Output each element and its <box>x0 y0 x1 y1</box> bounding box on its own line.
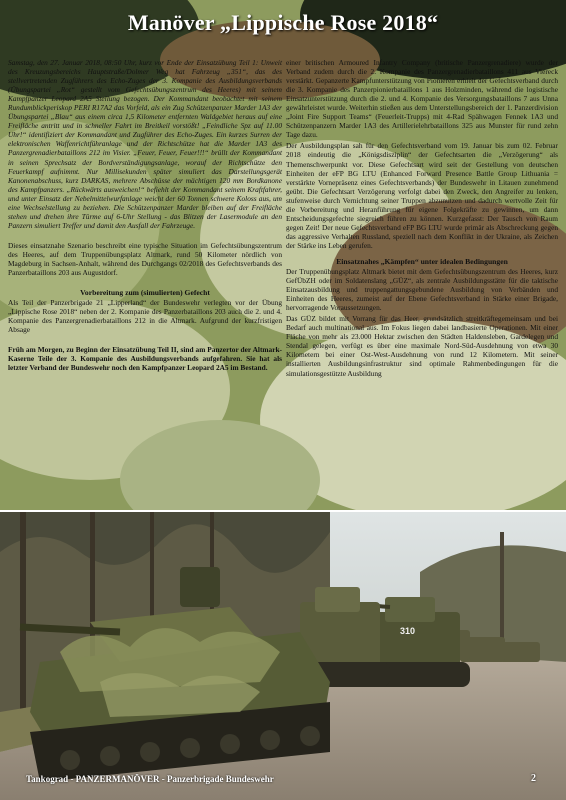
turret-number: 310 <box>400 626 416 636</box>
section-heading: Einsatznahes „Kämpfen“ unter idealen Bedingungen <box>336 256 508 266</box>
paragraph: Als Teil der Panzerbrigade 21 „Lipperland“ der Bundeswehr verlegten vor der Übung „Lippische Rose 2018“ neben der 2. Kompanie des Panzerbataillons 203 auch die 2. und 4. Kompanie des Panzergrenadierbataillons 212 in die Altmark. Aufgrund der kurzfristigen Absage <box>8 298 282 335</box>
paragraph: Der Truppenübungsplatz Altmark bietet mit dem Gefechtsübungszentrum des Heeres, kurz GefÜbZH oder im Soldatenslang „GÜZ“, als zentrale Ausbildungsstätte für die taktische Einsatzausbildung und truppengattungsgebundene Ausbildung von Verbänden und Einheiten des Heeres, zumeist auf der Ebene Gefechtsverband in Stärke einer Brigade, hervorragende Voraussetzungen. <box>286 266 558 313</box>
paragraph: einer britischen Armoured Infantry Company (britische Panzergrenadiere) wurde der Verband zudem durch die 2. Kompanie des Panzergrenadierbataillons 411 aus Viereck verstärkt. Gepanzerte Kampfunterstützung von Pionieren erhielt der Gefechtsverband durch die 3. Kompanie des Panzerpionierbataillons 1 aus Holzminden, während die logistische Einsatzunterstützung durch die 2. und 4. Kompanie des Versorgungsbataillons 7 aus Unna gewährleistet wurde. Weiterhin stießen aus dem Unterstellungsbereich der 1. Panzerdivision „Joint Fire Support Teams“ (Feuerleit-Trupps) mit 4-Rad Spähwagen Fennek 1A3 und Schützenpanzern Marder 1A3 des Artillerielehrbataillons 325 aus Munster für rund zehn Tage dazu. <box>286 58 558 140</box>
left-column <box>8 58 282 374</box>
footer-text: Tankograd - PANZERMANÖVER - Panzerbrigade Bundeswehr <box>26 774 274 784</box>
paragraph: Der Ausbildungsplan sah für den Gefechtsverband vom 19. Januar bis zum 02. Februar 2018 eindeutig die „Königsdisziplin“ der Gefechtsarten die „Verzögerung“ als Themenschwerpunkt vor. Diese Gefechtsart wird seit der Gestellung von deutschen Einheiten der eFP BG LTU (Enhanced Forward Presence Battle Group Lithuania = verstärkte Vornepräsenz eines Gefechtsverbands) der Bundeswehr in Litauen zunehmend geübt. Die Gefechtsart Verzögerung verfolgt dabei den Zweck, den Angreifer zu lenken, stufenweise durch Vernichtung seiner Truppen abzunutzen und dadurch wertvolle Zeit für die Vorbereitung und Heranführung für eigene Folgekräfte zu gewinnen, um dann Entscheidungsgefechte siegreich führen zu können. Kurzgefasst: Der Tausch von Raum gegen Zeit! Der neue Gefechtsverband eFP BG LTU wurde primär als Abschreckung gegen das aggressive Verhalten Russland, speziell nach dem Konflikt in der Ukraine, als Zeichen der Stärke ins Leben gerufen. <box>286 141 558 250</box>
section-heading: Vorbereitung zum (simulierten) Gefecht <box>80 288 210 298</box>
paragraph: Das GÜZ bildet mit Vorrang für das Heer, grundsätzlich streitkräftegemeinsam und bei Bedarf auch multinational aus. Im Fokus liegen dabei landbasierte Operationen. Mit einer Fläche von mehr als 23.000 Hektar zwischen den Städten Haldensleben, Gardelegen und Stendal gelegen, verfügt es über eine maximale Nord-Süd-Ausdehnung von etwa 30 Kilometern bei einer Ost-West-Ausdehnung von rund 12 Kilometern. Mit seiner installierten Ausbildungsinfrastruktur sind optimale Rahmenbedingungen für die simulationsgestützte Ausbildung <box>286 314 558 378</box>
photo-caption: Früh am Morgen, zu Beginn der Einsatzübung Teil II, sind am Panzertor der Altmark-Kaserne Teile der 3. Kompanie des Ausbildungsverbands aufgefahren. Sie hat als letzter Verband der Bundeswehr noch den Kampfpanzer Leopard 2A5 im Bestand. <box>8 345 282 373</box>
tank-photo-illustration <box>0 512 566 800</box>
tank-column-photo <box>0 512 566 800</box>
paragraph: Dieses einsatznahe Szenario beschreibt eine typische Situation im Gefechtsübungszentrum des Heeres, auf dem Truppenübungsplatz Altmark, rund 50 Kilometer nördlich von Magdeburg in Sachsen-Anhalt, während des Durchgangs 02/2018 des Gefechtsverbands des Panzerbataillons 203 aus Augustdorf. <box>8 240 282 278</box>
right-column <box>286 58 558 380</box>
intro-paragraph: Samstag, den 27. Januar 2018, 08:50 Uhr, kurz vor Ende der Einsatzübung Teil 1: Unweit des Kreuzungsbereichs Hauptstraße/Dolmer Weg hat Fahrzeug „351“, das des stellvertretenden Zugführers des Echo-Zuges der 3. Kompanie des Ausbildungsverbands (Übungspartei „Rot“ gestellt vom Gefechtsübungszentrum des Heeres) mit seinem Kampfpanzer Leopard 2A5 Stellung bezogen. Der Kommandant beobachtet mit seinem Rundumblickperiskop PERI R17A2 das Vorfeld, als ein Zug Schützenpanzer Marder 1A3 der Übungspartei „Blau“ aus einem circa 1,5 Kilometer entfernten Waldgebiet heraus auf eine Freifläche antritt und in schneller Fahrt im Breitkeil vorstößt! „Feindliche Spz auf 11.00 Uhr!“ identifiziert der Kommandant und Zugführer des Echo-Zuges. Ein kurzes Surren der elektronischen Waffenrichtführanlage und der Richtschütze hat die Marder 1A3 des Panzergrenadierbataillons 212 im Visier. „Feuer, Feuer, Feuer!!!“ brüllt der Kommandant in seinen Sprechsatz der Bordverständigungsanlage, worauf der Richtschütze den Feuerkampf aufnimmt. Nur Millisekunden später simuliert das Darstellungsgerät Kanonenabschuss, kurz DARKAS, mehrere Abschüsse der mächtigen 120 mm Bordkanone des Kampfpanzers. „Rückwärts ausweichen!“ befiehlt der Kommandant seinem Kraftfahrer, und unter Einsatz der Nebelmittelwurfanlage weicht der 60 Tonnen schwere Koloss aus, um eine Wechselstellung zu beziehen. Die Schützenpanzer Marder bleiben auf der Freifläche stehen und drehen ihre Türme auf 6-Uhr Stellung - das Blitzen der Lasermodule an den Panzern simuliert Treffer und damit den Ausfall der Fahrzeuge. <box>8 58 282 230</box>
footer <box>0 770 566 800</box>
page-title: Manöver „Lippische Rose 2018“ <box>127 10 439 35</box>
page-number: 2 <box>531 773 536 784</box>
